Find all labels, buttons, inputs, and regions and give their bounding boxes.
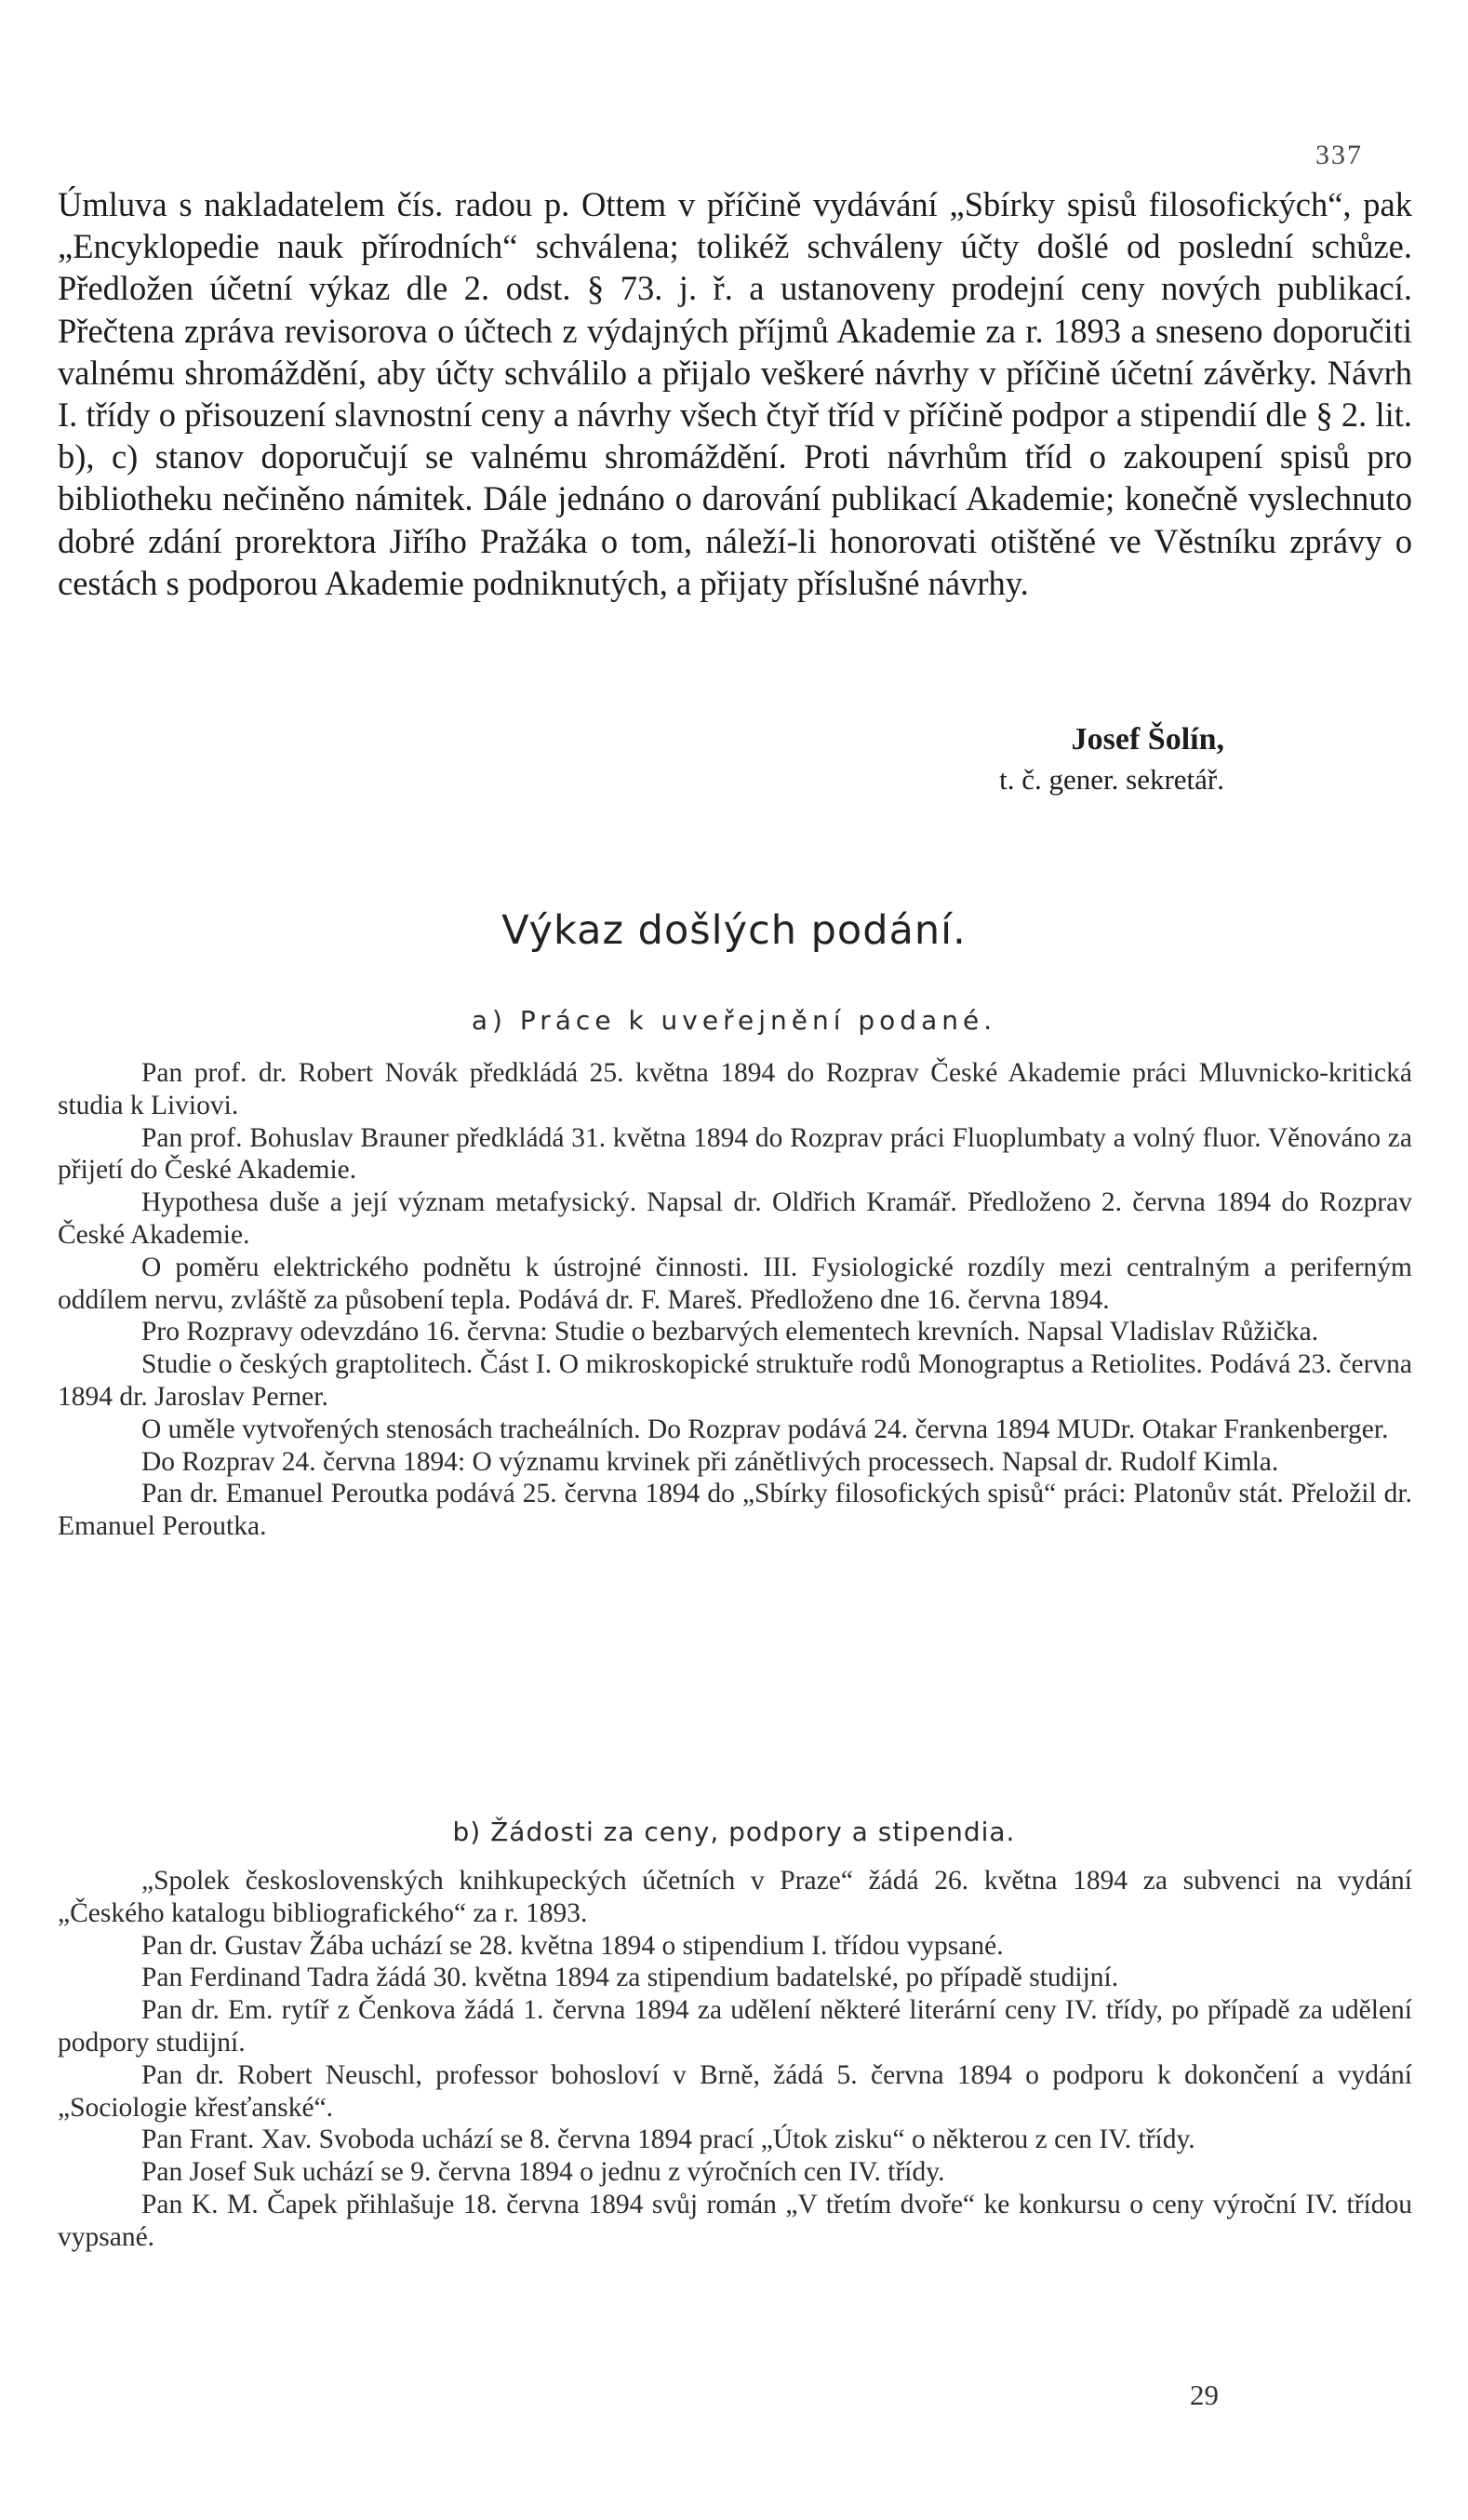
list-item: Pan Josef Suk uchází se 9. června 1894 o jednu z výročních cen IV. třídy. (141, 2157, 945, 2188)
list-item: O uměle vytvořených stenosách tracheálních. Do Rozprav podává 24. června 1894 MUDr. Otakar Frankenberger. (141, 1414, 1389, 1444)
signature-title: t. č. gener. sekretář. (999, 763, 1224, 796)
minutes-paragraph: Úmluva s nakladatelem čís. radou p. Ottem v příčině vydávání „Sbírky spisů filosofických“, pak „Encyklopedie nauk přírodních“ schválena; tolikéž schváleny účty došlé od poslední schůze. Předložen účetní výkaz dle 2. odst. § 73. j. ř. a ustanoveny prodejní ceny nových publikací. Přečtena zpráva revisorova o účtech z výdajných příjmů Akademie za r. 1893 a sneseno doporučiti valnému shromáždění, aby účty schválilo a přijalo veškeré návrhy v příčině účetní závěrky. Návrh I. třídy o přisouzení slavnostní ceny a návrhy všech čtyř tříd v příčině podpor a stipendií dle § 2. lit. b), c) stanov doporučují se valnému shromáždění. Proti návrhům tříd o zakoupení spisů pro bibliotheku nečiněno námitek. Dále jednáno o darování publikací Akademie; konečně vyslechnuto dobré zdání prorektora Jiřího Pražáka o tom, náleží-li honorovati otištěné ve Věstníku zprávy o cestách s podporou Akademie podniknutých, a přijaty příslušné návrhy. (58, 185, 1412, 602)
subsection-a-title: a) Práce k uveřejnění podané. (471, 1005, 997, 1036)
list-item: Pan dr. Gustav Žába uchází se 28. května 1894 o stipendium I. třídou vypsané. (141, 1930, 1004, 1961)
list-item: Pan dr. Emanuel Peroutka podává 25. června 1894 do „Sbírky filosofických spisů“ práci: Platonův stát. Přeložil dr. Emanuel Peroutka. (58, 1479, 1412, 1542)
submissions-list (58, 1057, 1412, 1543)
list-item: Pan Frant. Xav. Svoboda uchází se 8. června 1894 prací „Útok zisku“ o některou z cen IV. třídy. (141, 2125, 1195, 2155)
signature-name: Josef Šolín, (1071, 722, 1224, 757)
minutes-text (58, 183, 1412, 604)
list-item: Do Rozprav 24. června 1894: O významu krvinek při zánětlivých processech. Napsal dr. Rudolf Kimla. (141, 1446, 1279, 1477)
page-number: 337 (1315, 140, 1363, 170)
section-heading: Výkaz došlých podání. (501, 907, 967, 954)
list-item: Pan Ferdinand Tadra žádá 30. května 1894 za stipendium badatelské, po případě studijní. (141, 1963, 1119, 1993)
signature-block (999, 718, 1273, 798)
requests-list (58, 1865, 1412, 2254)
list-item: Pan K. M. Čapek přihlašuje 18. června 1894 svůj román „V třetím dvoře“ ke konkursu o ceny výroční IV. třídou vypsané. (58, 2189, 1412, 2252)
list-item: „Spolek československých knihkupeckých účetních v Praze“ žádá 26. května 1894 za subvenci na vydání „Českého katalogu bibliografického“ za r. 1893. (58, 1866, 1412, 1928)
list-item: Pan dr. Em. rytíř z Čenkova žádá 1. června 1894 za udělení některé literární ceny IV. třídy, po případě za udělení podpory studijní. (58, 1995, 1412, 2058)
list-item: Hypothesa duše a její význam metafysický. Napsal dr. Oldřich Kramář. Předloženo 2. června 1894 do Rozprav České Akademie. (58, 1187, 1412, 1250)
list-item: Pan prof. Bohuslav Brauner předkládá 31. května 1894 do Rozprav práci Fluoplumbaty a volný fluor. Věnováno za přijetí do České Akademie. (58, 1122, 1412, 1186)
list-item: O poměru elektrického podnětu k ústrojné činnosti. III. Fysiologické rozdíly mezi centralným a periferným oddílem nervu, zvláště za působení tepla. Podává dr. F. Mareš. Předloženo dne 16. června 1894. (58, 1252, 1412, 1315)
subsection-b-title: b) Žádosti za ceny, podpory a stipendia. (452, 1816, 1016, 1847)
footer-page-number: 29 (1190, 2379, 1219, 2411)
list-item: Pan dr. Robert Neuschl, professor bohosloví v Brně, žádá 5. června 1894 o podporu k dokončení a vydání „Sociologie křesťanské“. (58, 2059, 1412, 2123)
list-item: Studie o českých graptolitech. Část I. O mikroskopické struktuře rodů Monograptus a Retiolites. Podává 23. června 1894 dr. Jaroslav Perner. (58, 1349, 1412, 1412)
list-item: Pro Rozpravy odevzdáno 16. června: Studie o bezbarvých elementech krevních. Napsal Vladislav Růžička. (141, 1317, 1319, 1347)
list-item: Pan prof. dr. Robert Novák předkládá 25. května 1894 do Rozprav České Akademie práci Mluvnicko-kritická studia k Liviovi. (58, 1058, 1412, 1120)
